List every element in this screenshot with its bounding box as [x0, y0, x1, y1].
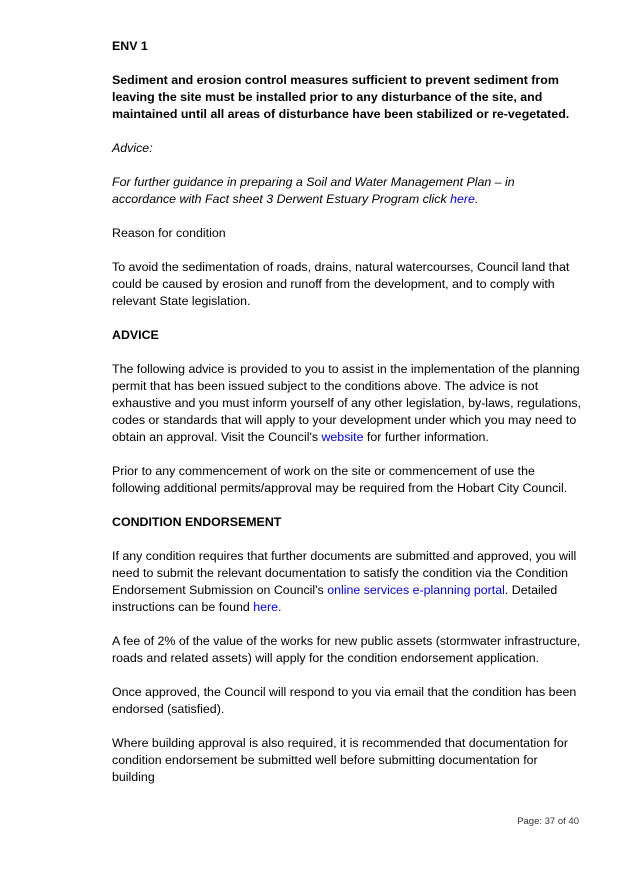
env1-advice-end: . [474, 192, 479, 206]
endorsement-paragraph-4: Where building approval is also required, it is recommended that documentation for condition endorsement be submitted well before submitting documentation for building [112, 736, 568, 784]
endorsement-p1-mid: . Detailed instructions can be found [112, 583, 558, 614]
council-website-link[interactable]: website [321, 430, 364, 444]
e-planning-portal-link[interactable]: online services e-planning portal [327, 583, 505, 597]
advice-heading: ADVICE [112, 328, 159, 342]
env1-advice-paragraph [112, 174, 582, 208]
reason-label: Reason for condition [112, 226, 226, 240]
fact-sheet-link[interactable]: here [450, 192, 475, 206]
endorsement-p1-end: . [278, 600, 282, 614]
advice-paragraph-1 [112, 361, 582, 446]
page-number: Page: 37 of 40 [517, 816, 579, 827]
env1-advice-label: Advice: [112, 141, 153, 155]
instructions-link[interactable]: here [253, 600, 279, 614]
env1-advice-text: For further guidance in preparing a Soil and Water Management Plan – in accordance with Fact sheet 3 Derwent Estuary Program click [112, 175, 515, 206]
env1-heading: ENV 1 [112, 39, 148, 53]
advice-p1-end: for further information. [363, 430, 489, 444]
endorsement-p1-text: If any condition requires that further documents are submitted and approved, you will need to submit the relevant documentation to satisfy the condition via the Condition Endorsement Submission on Council's [112, 549, 577, 597]
advice-paragraph-2: Prior to any commencement of work on the site or commencement of use the following additional permits/approval may be required from the Hobart City Council. [112, 464, 568, 495]
endorsement-heading: CONDITION ENDORSEMENT [112, 515, 282, 529]
advice-p1-text: The following advice is provided to you to assist in the implementation of the planning permit that has been issued subject to the conditions above. The advice is not exhaustive and you must inform yourself of any other legislation, by-laws, regulations, codes or standards that will apply to your development under which you may need to obtain an approval. Visit the Council's [112, 362, 582, 444]
reason-paragraph: To avoid the sedimentation of roads, drains, natural watercourses, Council land that could be caused by erosion and runoff from the development, and to comply with relevant State legislation. [112, 260, 570, 308]
endorsement-paragraph-1 [112, 548, 582, 616]
env1-condition-text: Sediment and erosion control measures sufficient to prevent sediment from leaving the site must be installed prior to any disturbance of the site, and maintained until all areas of disturbance have been stabilized or re-vegetated. [112, 73, 570, 121]
document-page [112, 38, 582, 803]
endorsement-paragraph-2: A fee of 2% of the value of the works for new public assets (stormwater infrastructure, roads and related assets) will apply for the condition endorsement application. [112, 634, 581, 665]
endorsement-paragraph-3: Once approved, the Council will respond to you via email that the condition has been endorsed (satisfied). [112, 685, 577, 716]
